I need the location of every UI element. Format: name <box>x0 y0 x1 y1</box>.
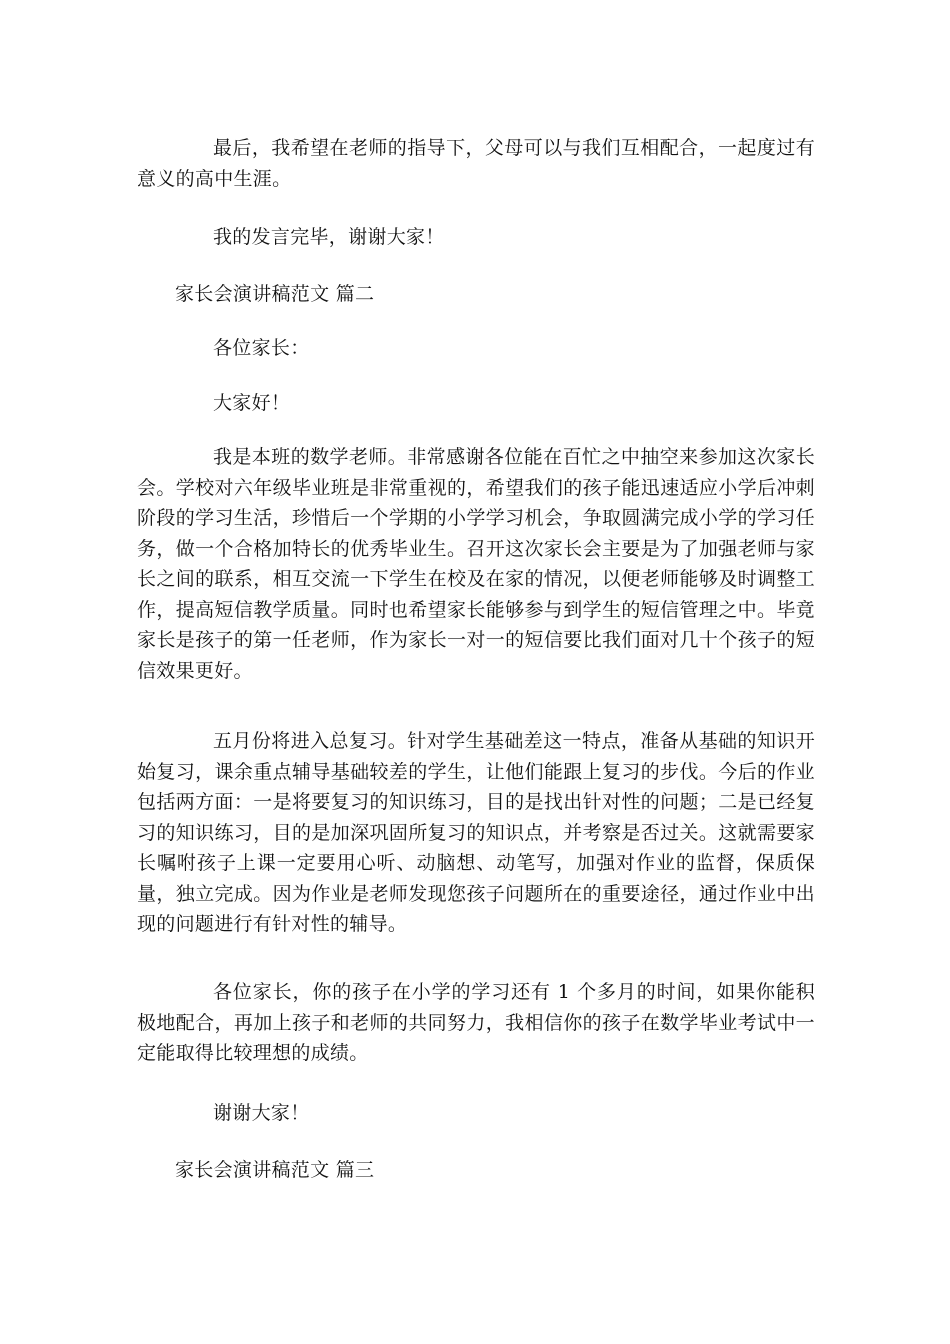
greeting: 大家好！ <box>213 392 291 414</box>
section-heading-2: 家长会演讲稿范文 篇二 <box>175 283 375 305</box>
paragraph-review-plan: 五月份将进入总复习。针对学生基础差这一特点，准备从基础的知识开始复习，课余重点辅导基础较差的学生，让他们能跟上复习的步伐。今后的作业包括两方面：一是将要复习的知识练习，目的是找出针对性的问题；二是已经复习的知识练习，目的是加深巩固所复习的知识点，并考察是否过关。这就需要家长嘱咐孩子上课一定要用心听、动脑想、动笔写，加强对作业的监督，保质保量，独立完成。因为作业是老师发现您孩子问题所在的重要途径，通过作业中出现的问题进行有针对性的辅导。 <box>137 730 815 935</box>
section-heading-3: 家长会演讲稿范文 篇三 <box>175 1159 375 1181</box>
paragraph-closing: 最后，我希望在老师的指导下，父母可以与我们互相配合，一起度过有意义的高中生涯。 <box>137 137 815 190</box>
paragraph-end-remark: 我的发言完毕，谢谢大家！ <box>213 226 445 248</box>
paragraph-encouragement: 各位家长，你的孩子在小学的学习还有 1 个多月的时间，如果你能积极地配合，再加上孩子和老师的共同努力，我相信你的孩子在数学毕业考试中一定能取得比较理想的成绩。 <box>137 981 815 1064</box>
thanks-line: 谢谢大家！ <box>213 1102 310 1124</box>
salutation: 各位家长： <box>213 337 310 359</box>
paragraph-introduction: 我是本班的数学老师。非常感谢各位能在百忙之中抽空来参加这次家长会。学校对六年级毕业班是非常重视的，希望我们的孩子能迅速适应小学后冲刺阶段的学习生活，珍惜后一个学期的小学学习机会，争取圆满完成小学的学习任务，做一个合格加特长的优秀毕业生。召开这次家长会主要是为了加强老师与家长之间的联系，相互交流一下学生在校及在家的情况，以便老师能够及时调整工作，提高短信教学质量。同时也希望家长能够参与到学生的短信管理之中。毕竟家长是孩子的第一任老师，作为家长一对一的短信要比我们面对几十个孩子的短信效果更好。 <box>137 446 815 682</box>
